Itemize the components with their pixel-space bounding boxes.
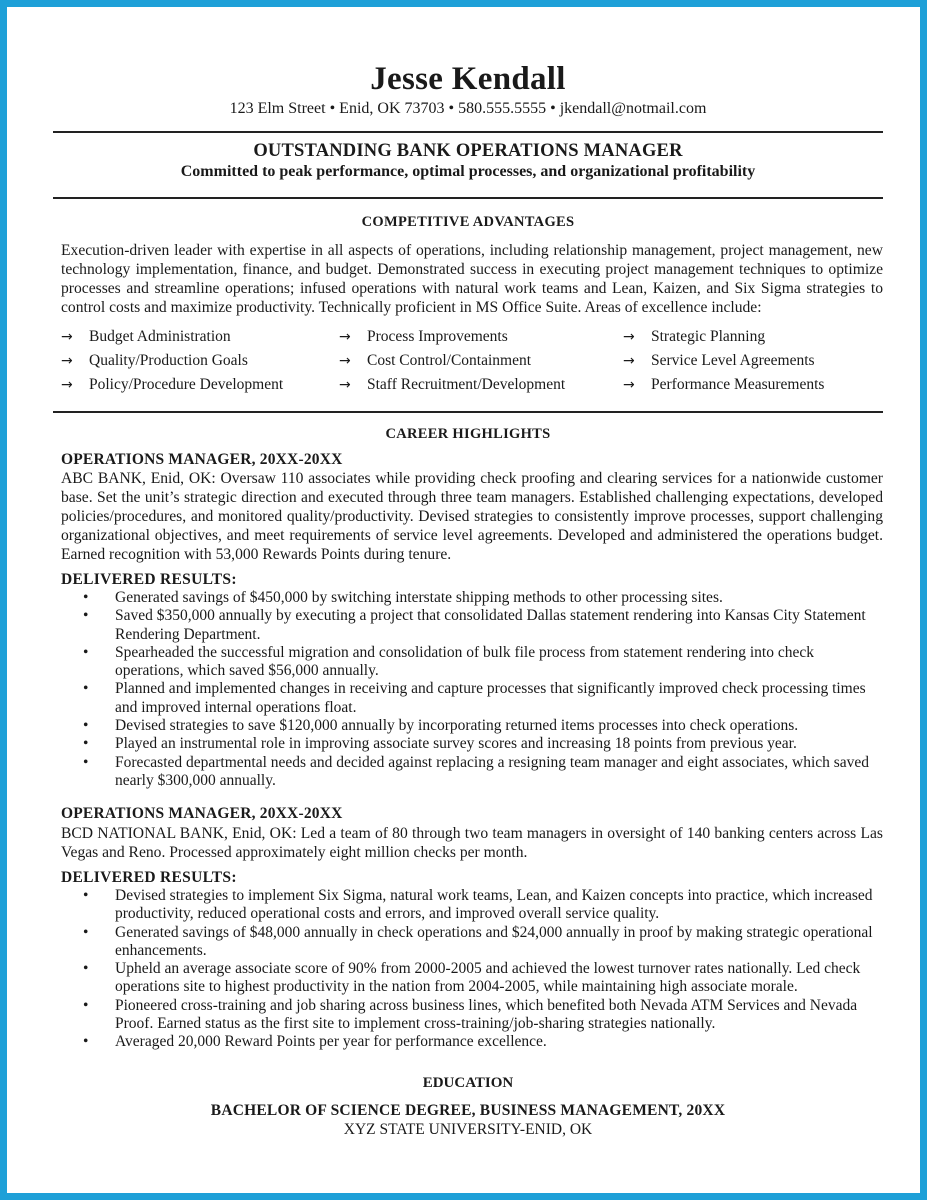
school: XYZ STATE UNIVERSITY-ENID, OK: [343, 1121, 593, 1138]
arrow-right-icon: →: [623, 329, 635, 345]
arrow-right-icon: →: [61, 329, 73, 345]
degree: BACHELOR OF SCIENCE DEGREE, BUSINESS MANAGEMENT, 20XX: [210, 1102, 726, 1119]
results-list: [81, 887, 881, 1052]
excellence-item: → Process Improvements: [339, 328, 508, 345]
excellence-item: → Performance Measurements: [623, 376, 825, 393]
list-item: • Generated savings of $450,000 by switching interstate shipping methods to other processing sites.: [81, 589, 881, 607]
excellence-item: → Strategic Planning: [623, 328, 766, 345]
job-description: ABC BANK, Enid, OK: Oversaw 110 associates while providing check proofing and clearing services for a nationwide customer base. Set the unit’s strategic direction and executed through three team managers. Established challenging expectations, developed policies/procedures, and monitored quality/productivity. Devised strategies to consistently improve processes, support challenging organizational objectives, and meet requirements of service level agreements. Developed and administered the operations budget. Earned recognition with 53,000 Rewards Points during tenure.: [61, 470, 883, 563]
arrow-right-icon: →: [339, 377, 351, 393]
arrow-right-icon: →: [623, 353, 635, 369]
arrow-right-icon: →: [61, 377, 73, 393]
excellence-item: → Staff Recruitment/Development: [339, 376, 566, 393]
job-description: BCD NATIONAL BANK, Enid, OK: Led a team of 80 through two team managers in oversight of 140 banking centers across Las Vegas and Reno. Processed approximately eight million checks per month.: [61, 825, 883, 861]
headline-title: OUTSTANDING BANK OPERATIONS MANAGER: [253, 141, 683, 161]
career-highlights-title: CAREER HIGHLIGHTS: [385, 426, 551, 442]
excellence-item: → Budget Administration: [61, 328, 231, 345]
delivered-results-label: DELIVERED RESULTS:: [61, 571, 237, 588]
list-item: • Devised strategies to implement Six Sigma, natural work teams, Lean, and Kaizen concepts into practice, which increased productivity, reduced operational costs and errors, and improved overall service quality.: [81, 887, 881, 924]
competitive-advantages-summary: Execution-driven leader with expertise in all aspects of operations, including relationship management, project management, new technology implementation, finance, and budget. Demonstrated success in executing project management techniques to optimize processes and streamline operations; infused operations with natural work teams and Lean, Kaizen, and Six Sigma strategies to control costs and maximize productivity. Technically proficient in MS Office Suite. Areas of excellence include:: [61, 242, 883, 316]
education-title: EDUCATION: [422, 1075, 514, 1091]
results-list: [81, 589, 881, 790]
arrow-right-icon: →: [339, 329, 351, 345]
areas-of-excellence: [61, 327, 883, 395]
excellence-item: → Policy/Procedure Development: [61, 376, 284, 393]
contact-line: 123 Elm Street • Enid, OK 73703 • 580.555.5555 • jkendall@notmail.com: [229, 100, 707, 117]
list-item: • Spearheaded the successful migration and consolidation of bulk file process from statement rendering into check operations, which saved $56,000 annually.: [81, 644, 881, 681]
headline-divider: [53, 197, 883, 199]
job-title: OPERATIONS MANAGER, 20XX-20XX: [61, 805, 343, 822]
list-item: • Played an instrumental role in improving associate survey scores and increasing 18 points from previous year.: [81, 735, 881, 753]
competitive-advantages-title: COMPETITIVE ADVANTAGES: [361, 214, 575, 230]
list-item: • Upheld an average associate score of 90% from 2000-2005 and achieved the lowest turnover rates nationally. Led check operations site to highest productivity in the nation from 2004-2005, while maintaining high associate morale.: [81, 960, 881, 997]
arrow-right-icon: →: [61, 353, 73, 369]
list-item: • Generated savings of $48,000 annually in check operations and $24,000 annually in proof by making strategic operational enhancements.: [81, 924, 881, 961]
list-item: • Devised strategies to save $120,000 annually by incorporating returned items processes into check operations.: [81, 717, 881, 735]
arrow-right-icon: →: [339, 353, 351, 369]
excellence-item: → Cost Control/Containment: [339, 352, 532, 369]
excellence-item: → Quality/Production Goals: [61, 352, 248, 369]
list-item: • Averaged 20,000 Reward Points per year for performance excellence.: [81, 1033, 881, 1051]
list-item: • Saved $350,000 annually by executing a project that consolidated Dallas statement rendering into Kansas City Statement Rendering Department.: [81, 607, 881, 644]
list-item: • Planned and implemented changes in receiving and capture processes that significantly improved check processing times and improved internal operations float.: [81, 680, 881, 717]
advantages-divider: [53, 411, 883, 413]
candidate-name: Jesse Kendall: [370, 61, 566, 97]
job-title: OPERATIONS MANAGER, 20XX-20XX: [61, 451, 343, 468]
arrow-right-icon: →: [623, 377, 635, 393]
list-item: • Forecasted departmental needs and decided against replacing a resigning team manager and eight associates, which saved nearly $300,000 annually.: [81, 754, 881, 791]
excellence-item: → Service Level Agreements: [623, 352, 815, 369]
header-divider: [53, 131, 883, 133]
headline-subtitle: Committed to peak performance, optimal processes, and organizational profitability: [180, 163, 756, 180]
delivered-results-label: DELIVERED RESULTS:: [61, 869, 237, 886]
list-item: • Pioneered cross-training and job sharing across business lines, which benefited both Nevada ATM Services and Nevada Proof. Earned status as the first site to implement cross-training/job-sharing strategies nationally.: [81, 997, 881, 1034]
